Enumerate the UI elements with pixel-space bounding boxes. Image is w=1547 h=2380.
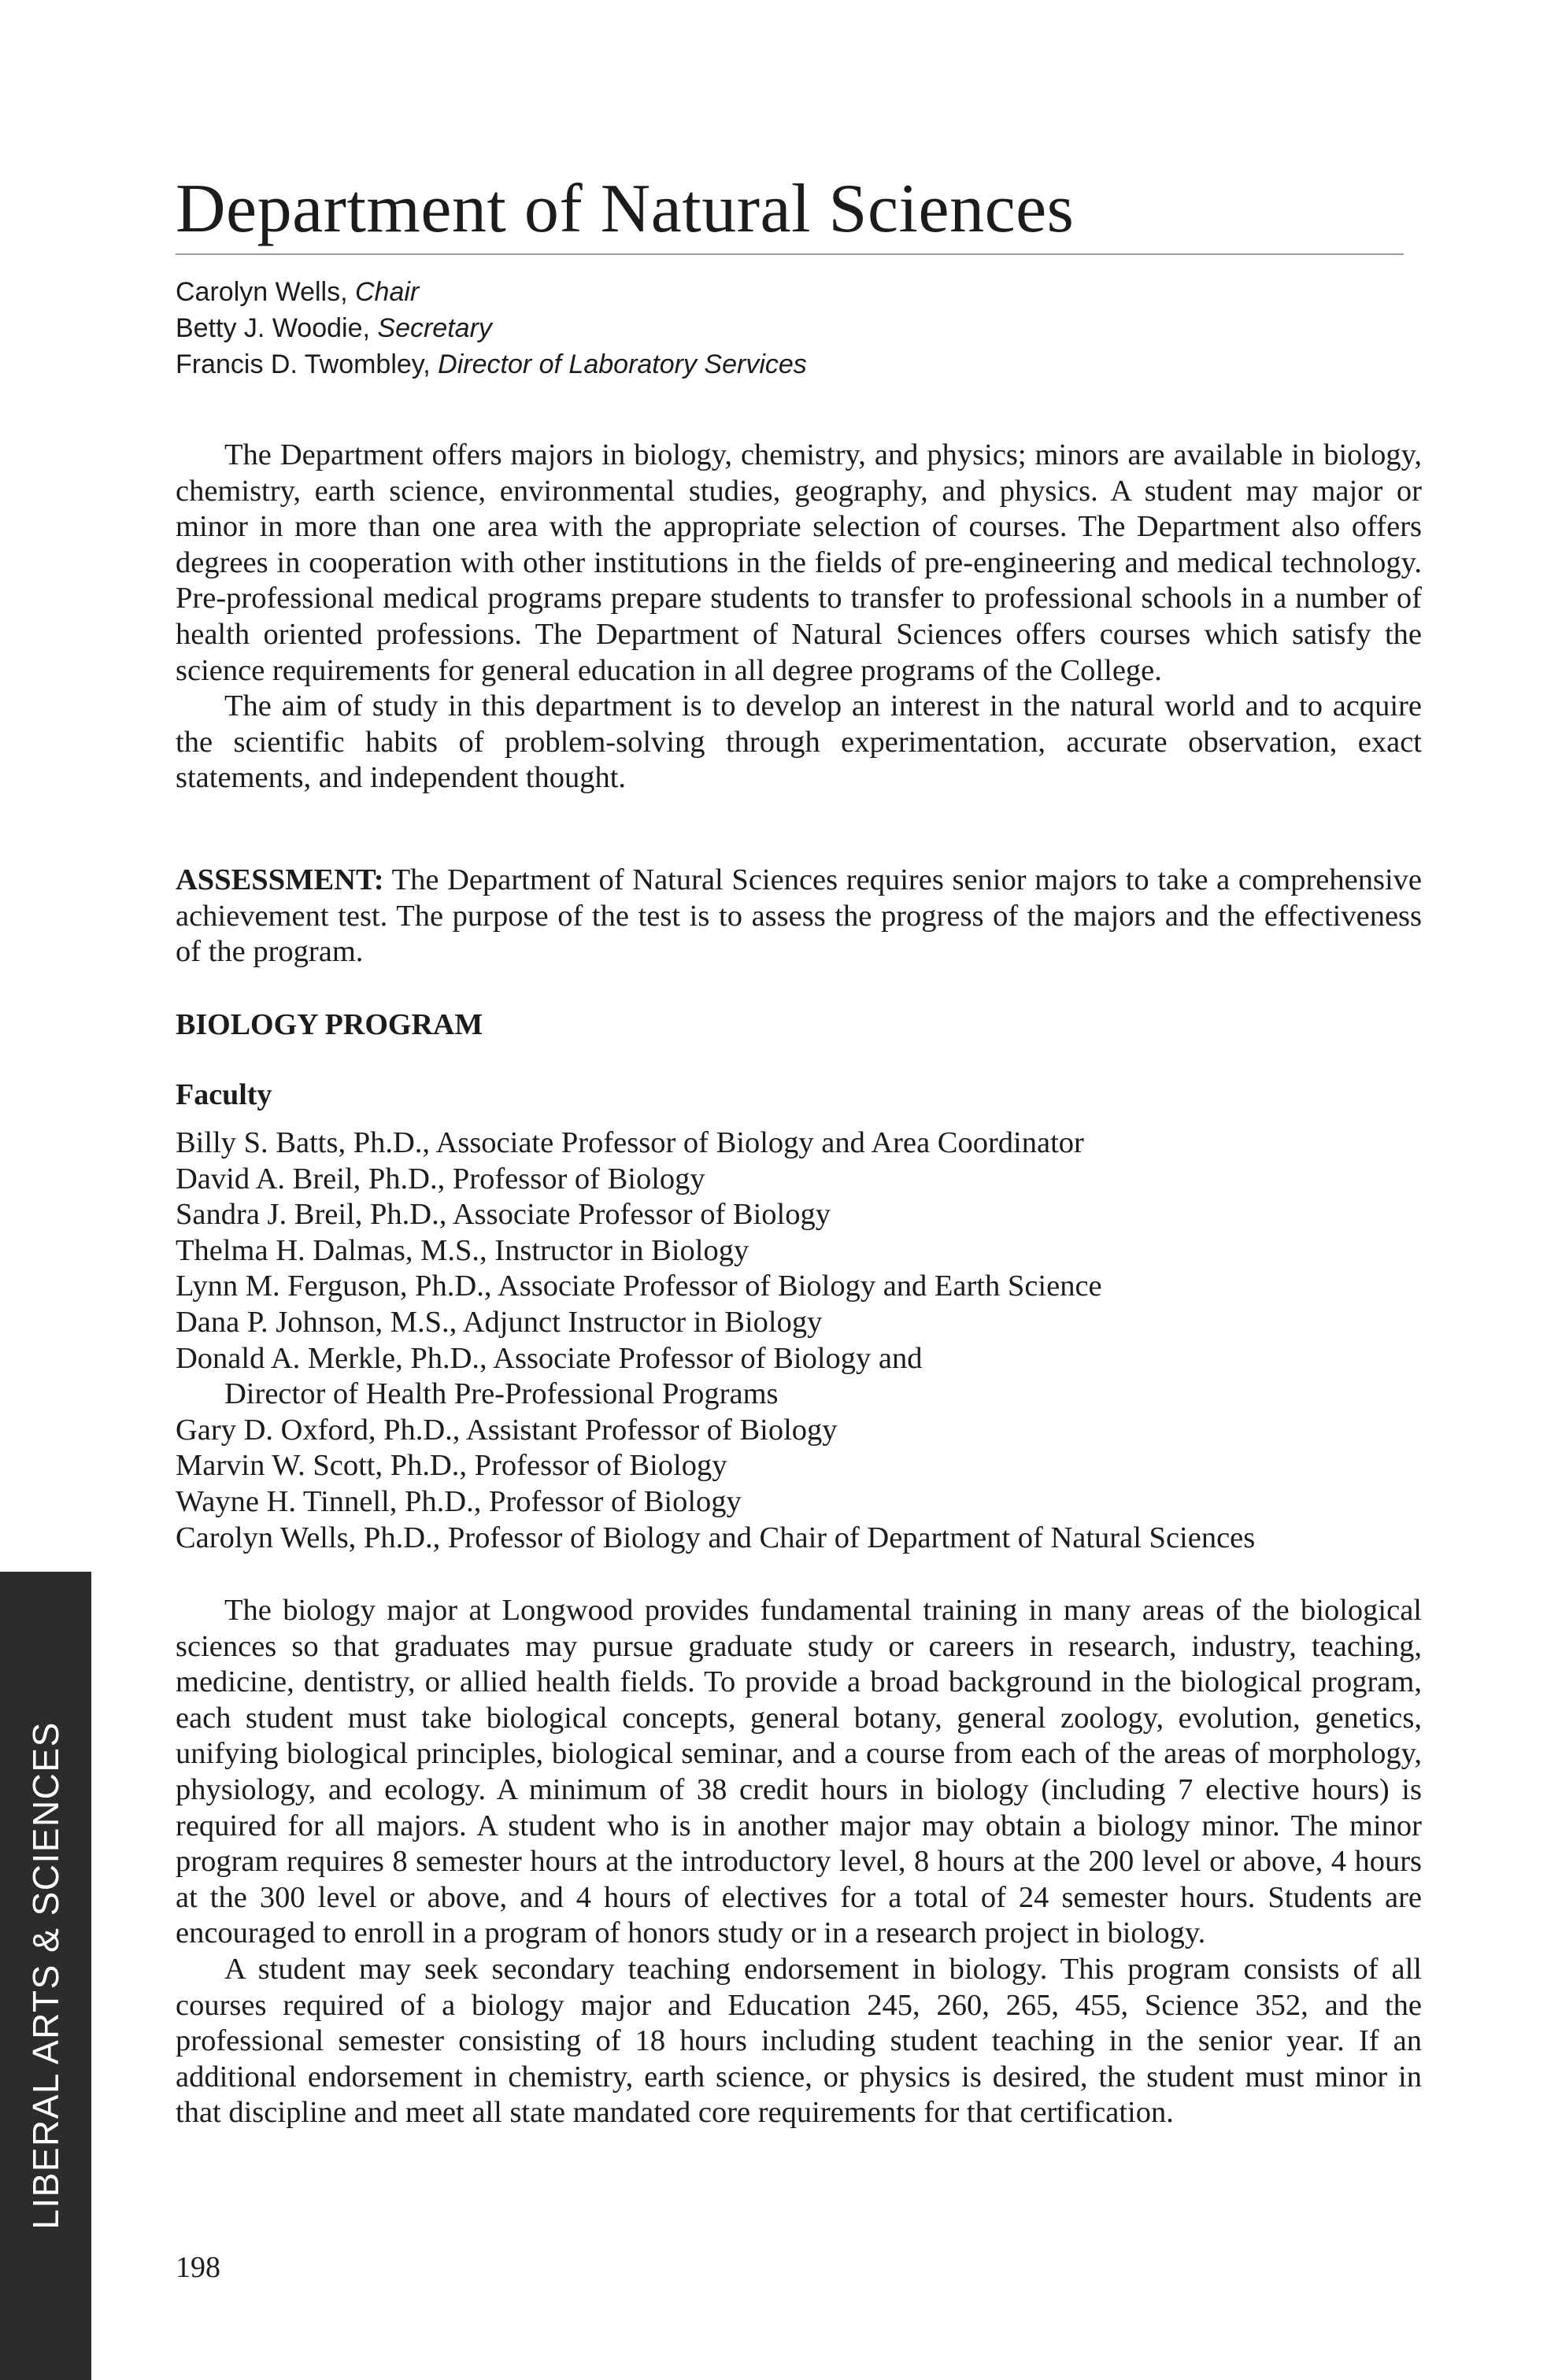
faculty-member: Dana P. Johnson, M.S., Adjunct Instructor in Biology: [176, 1305, 823, 1339]
biology-program-heading: BIOLOGY PROGRAM: [176, 1008, 483, 1041]
section-side-tab: [0, 1572, 91, 2380]
faculty-member: Gary D. Oxford, Ph.D., Assistant Professor of Biology: [176, 1413, 838, 1447]
faculty-member: Carolyn Wells, Ph.D., Professor of Biology and Chair of Department of Natural Sciences: [176, 1521, 1256, 1554]
faculty-member: Donald A. Merkle, Ph.D., Associate Professor of Biology and: [176, 1341, 923, 1375]
biology-major-section: [176, 1593, 1422, 2131]
faculty-member: David A. Breil, Ph.D., Professor of Biology: [176, 1162, 705, 1196]
staff-chair: [176, 274, 1404, 310]
assessment-label: ASSESSMENT:: [176, 863, 384, 896]
faculty-member: Lynn M. Ferguson, Ph.D., Associate Professor of Biology and Earth Science: [176, 1269, 1102, 1303]
intro-paragraph: The aim of study in this department is to develop an interest in the natural world and to acquire the scientific habits of problem-solving through experimentation, accurate observation, exact statements, and independent thought.: [176, 689, 1422, 795]
faculty-member: Billy S. Batts, Ph.D., Associate Professor of Biology and Area Coordinator: [176, 1126, 1084, 1159]
faculty-member: Thelma H. Dalmas, M.S., Instructor in Biology: [176, 1233, 749, 1267]
assessment-section: [176, 863, 1422, 970]
intro-section: [176, 438, 1422, 796]
side-tab-label: LIBERAL ARTS & SCIENCES: [25, 1721, 66, 2230]
faculty-member: Marvin W. Scott, Ph.D., Professor of Biology: [176, 1449, 727, 1483]
staff-role: Chair: [355, 277, 420, 307]
faculty-list: [176, 1125, 1422, 1556]
faculty-member: Wayne H. Tinnell, Ph.D., Professor of Biology: [176, 1484, 742, 1518]
assessment-paragraph: [176, 863, 1422, 970]
title-rule: [176, 253, 1404, 255]
staff-lab-director: [176, 346, 1404, 382]
staff-role: Director of Laboratory Services: [438, 349, 807, 379]
biology-paragraph: A student may seek secondary teaching endorsement in biology. This program consists of all courses required of a biology major and Education 245, 260, 265, 455, Science 352, and the professional semester consisting of 18 hours including student teaching in the senior year. If an additional endorsement in chemistry, earth science, or physics is desired, the student must minor in that discipline and meet all state mandated core requirements for that certification.: [176, 1952, 1422, 2130]
staff-name: Francis D. Twombley,: [176, 349, 439, 379]
assessment-text: The Department of Natural Sciences requires senior majors to take a comprehensive achievement test. The purpose of the test is to assess the progress of the majors and the effectiveness of the program.: [176, 863, 1422, 969]
staff-secretary: [176, 310, 1404, 346]
staff-name: Carolyn Wells,: [176, 277, 355, 307]
staff-name: Betty J. Woodie,: [176, 313, 378, 343]
page-title: Department of Natural Sciences: [176, 171, 1075, 247]
biology-paragraph: The biology major at Longwood provides fundamental training in many areas of the biological sciences so that graduates may pursue graduate study or careers in research, industry, teaching, medicine, dentistry, or allied health fields. To provide a broad background in the biological program, each student must take biological concepts, general botany, general zoology, evolution, genetics, unifying biological principles, biological seminar, and a course from each of the areas of morphology, physiology, and ecology. A minimum of 38 credit hours in biology (including 7 elective hours) is required for all majors. A student who is in another major may obtain a biology minor. The minor program requires 8 semester hours at the introductory level, 8 hours at the 200 level or above, 4 hours at the 300 level or above, and 4 hours of electives for a total of 24 semester hours. Students are encouraged to enroll in a program of honors study or in a research project in biology.: [176, 1594, 1422, 1950]
department-staff: [176, 274, 1404, 382]
faculty-member-continued: Director of Health Pre-Professional Programs: [224, 1377, 779, 1411]
intro-paragraph: The Department offers majors in biology, chemistry, and physics; minors are available in biology, chemistry, earth science, environmental studies, geography, and physics. A student may major or minor in more than one area with the appropriate selection of courses. The Department also offers degrees in cooperation with other institutions in the fields of pre-engineering and medical technology. Pre-professional medical programs prepare students to transfer to professional schools in a number of health oriented professions. The Department of Natural Sciences offers courses which satisfy the science requirements for general education in all degree programs of the College.: [176, 438, 1422, 687]
staff-role: Secretary: [377, 313, 492, 343]
faculty-member: Sandra J. Breil, Ph.D., Associate Professor of Biology: [176, 1198, 831, 1232]
page-number: 198: [176, 2251, 220, 2284]
faculty-heading: Faculty: [176, 1078, 272, 1111]
